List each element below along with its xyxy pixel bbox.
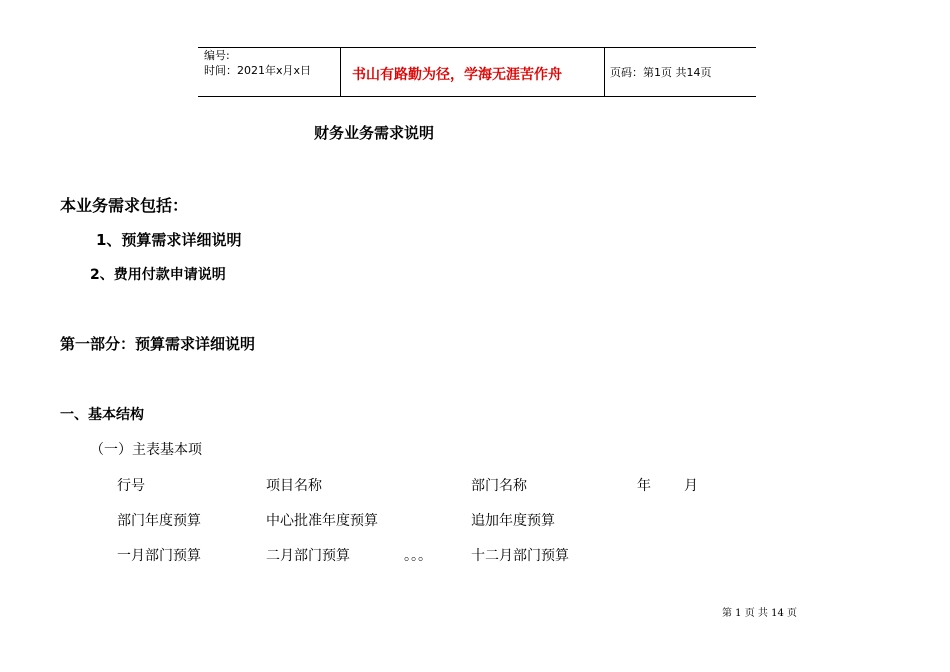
field-dec-budget: 十二月部门预算 bbox=[471, 548, 569, 564]
part1-heading: 第一部分：预算需求详细说明 bbox=[60, 335, 256, 353]
field-dept-annual-budget: 部门年度预算 bbox=[117, 513, 201, 529]
section1-heading: 一、基本结构 bbox=[60, 407, 144, 423]
subsection-heading: （一）主表基本项 bbox=[90, 442, 202, 458]
header-number-label: 编号: bbox=[204, 49, 230, 62]
header-motto: 书山有路勤为径，学海无涯苦作舟 bbox=[352, 67, 562, 83]
field-additional-budget: 追加年度预算 bbox=[471, 513, 555, 529]
header-divider-1 bbox=[340, 47, 341, 96]
field-dept-name: 部门名称 bbox=[471, 478, 527, 494]
field-center-approved-budget: 中心批准年度预算 bbox=[266, 513, 378, 529]
ellipsis-marks: 。。。 bbox=[404, 548, 432, 564]
field-year: 年 bbox=[637, 478, 651, 494]
header-divider-2 bbox=[604, 47, 605, 96]
field-feb-budget: 二月部门预算 bbox=[266, 548, 350, 564]
header-top-rule bbox=[198, 47, 756, 48]
field-month: 月 bbox=[684, 478, 698, 494]
header-page-label: 页码：第1页 共14页 bbox=[610, 66, 712, 79]
intro-item-2: 2、费用付款申请说明 bbox=[90, 267, 226, 283]
header-bottom-rule bbox=[198, 96, 756, 97]
page-footer: 第 1 页 共 14 页 bbox=[722, 608, 797, 619]
field-row-number: 行号 bbox=[117, 478, 145, 494]
intro-heading: 本业务需求包括： bbox=[60, 196, 189, 215]
header-time-label: 时间：2021年x月x日 bbox=[204, 64, 312, 77]
field-jan-budget: 一月部门预算 bbox=[117, 548, 201, 564]
field-item-name: 项目名称 bbox=[266, 478, 322, 494]
intro-item-1: 1、预算需求详细说明 bbox=[96, 231, 242, 249]
document-title: 财务业务需求说明 bbox=[314, 124, 435, 142]
